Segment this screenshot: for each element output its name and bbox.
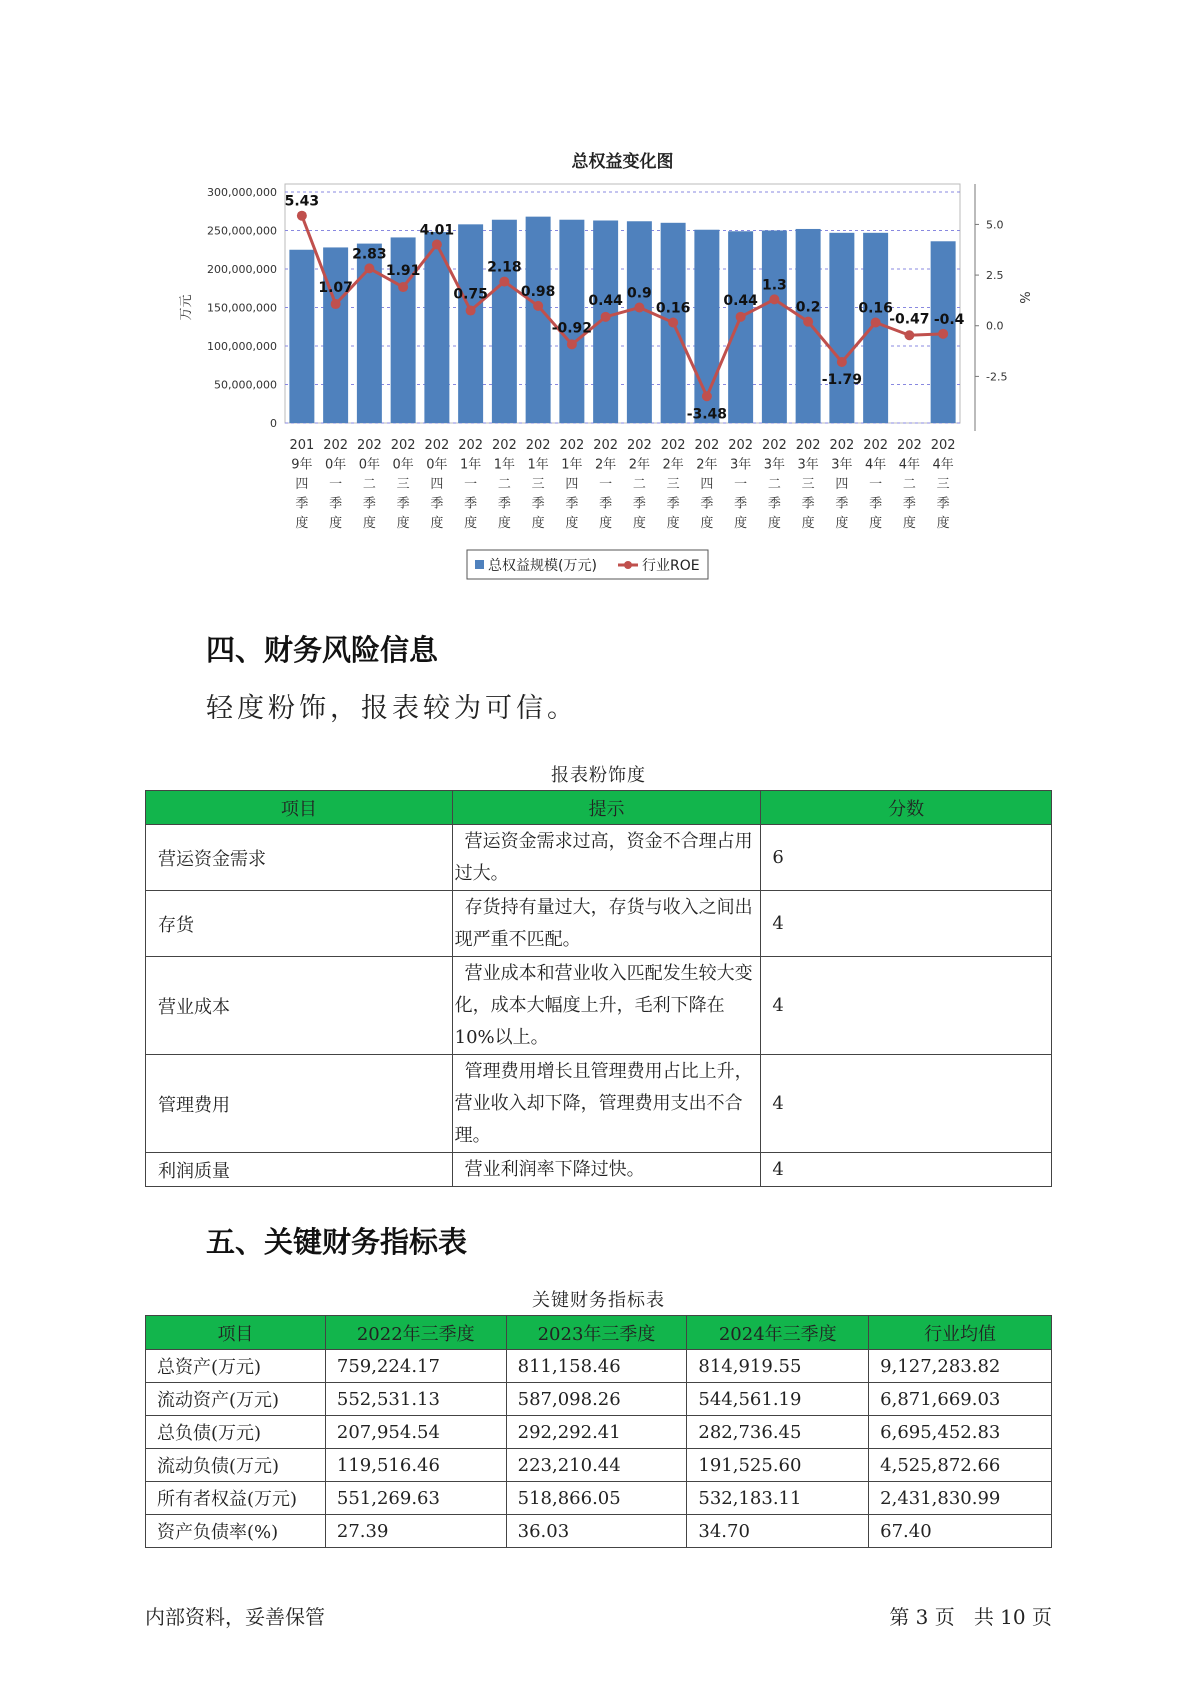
right-tick-label: 0.0	[986, 319, 1004, 333]
right-tick-label: -2.5	[986, 370, 1008, 384]
kpi-value: 27.39	[325, 1515, 506, 1548]
roe-data-label: 4.01	[419, 222, 455, 239]
kpi-value: 207,954.54	[325, 1416, 506, 1449]
roe-data-label: 0.2	[795, 299, 821, 316]
table-row	[146, 1482, 1052, 1515]
roe-point	[567, 339, 577, 349]
risk-hint: 管理费用增长且管理费用占比上升，营业收入却下降，管理费用支出不合理。	[452, 1055, 761, 1153]
x-tick-label: 202 2年四季度	[694, 438, 720, 531]
kpi-label: 总负债(万元)	[146, 1416, 326, 1449]
legend-line-marker	[624, 561, 632, 569]
roe-point	[837, 357, 847, 367]
risk-hint: 营业利润率下降过快。	[452, 1153, 761, 1187]
kpi-value: 191,525.60	[687, 1449, 869, 1482]
equity-bar	[762, 231, 787, 424]
kpi-value: 551,269.63	[325, 1482, 506, 1515]
kpi-header-2024q3: 2024年三季度	[687, 1316, 869, 1350]
kpi-value: 759,224.17	[325, 1350, 506, 1383]
x-tick-label: 202 1年四季度	[559, 438, 585, 531]
table-row	[146, 825, 1052, 891]
roe-data-label: 1.91	[385, 263, 421, 280]
roe-point	[938, 329, 948, 339]
x-tick-label: 202 2年一季度	[593, 438, 619, 531]
x-tick-label: 202 2年三季度	[660, 438, 686, 531]
roe-data-label: 5.43	[284, 193, 320, 210]
equity-bar	[829, 233, 854, 423]
x-tick-label: 202 3年一季度	[728, 438, 754, 531]
roe-data-label: 1.07	[318, 280, 353, 297]
equity-bar	[323, 247, 348, 423]
section4-heading: 四、财务风险信息	[206, 633, 439, 667]
equity-change-chart	[160, 140, 1031, 610]
equity-bar	[728, 231, 753, 423]
x-tick-label: 201 9年四季度	[289, 438, 315, 531]
risk-item: 存货	[146, 891, 453, 957]
y-tick-label: 150,000,000	[207, 301, 277, 315]
kpi-value: 587,098.26	[506, 1383, 687, 1416]
x-tick-label: 202 0年四季度	[424, 438, 450, 531]
roe-point	[634, 303, 644, 313]
kpi-value: 532,183.11	[687, 1482, 869, 1515]
table-row	[146, 1416, 1052, 1449]
kpi-header-2022q3: 2022年三季度	[325, 1316, 506, 1350]
roe-data-label: -1.79	[821, 372, 863, 389]
equity-bar	[627, 221, 652, 423]
kpi-label: 所有者权益(万元)	[146, 1482, 326, 1515]
risk-hint: 营运资金需求过高，资金不合理占用过大。	[452, 825, 761, 891]
roe-data-label: 1.3	[761, 277, 787, 294]
risk-item: 管理费用	[146, 1055, 453, 1153]
risk-score: 4	[761, 1153, 1052, 1187]
kpi-value: 6,871,669.03	[869, 1383, 1052, 1416]
roe-data-label: 2.83	[352, 246, 387, 263]
kpi-table-caption: 关键财务指标表	[532, 1290, 665, 1311]
section5-heading: 五、关键财务指标表	[206, 1225, 468, 1259]
roe-data-label: -0.47	[889, 311, 930, 328]
table-row	[146, 957, 1052, 1055]
x-tick-label: 202 1年二季度	[491, 438, 517, 531]
roe-point	[466, 306, 476, 316]
roe-point	[331, 299, 341, 309]
kpi-label: 总资产(万元)	[146, 1350, 326, 1383]
risk-score: 4	[761, 891, 1052, 957]
kpi-value: 2,431,830.99	[869, 1482, 1052, 1515]
x-tick-label: 202 0年三季度	[390, 438, 416, 531]
roe-point	[904, 330, 914, 340]
kpi-value: 282,736.45	[687, 1416, 869, 1449]
kpi-label: 流动负债(万元)	[146, 1449, 326, 1482]
kpi-value: 292,292.41	[506, 1416, 687, 1449]
equity-bar	[526, 217, 551, 423]
y-tick-label: 100,000,000	[207, 340, 277, 353]
roe-data-label: 0.75	[453, 286, 488, 303]
y-tick-label: 0	[270, 417, 277, 430]
kpi-header-industry-avg: 行业均值	[869, 1316, 1052, 1350]
kpi-value: 811,158.46	[506, 1350, 687, 1383]
kpi-table	[145, 1315, 1052, 1548]
table-row	[146, 1383, 1052, 1416]
kpi-value: 544,561.19	[687, 1383, 869, 1416]
roe-point	[668, 317, 678, 327]
legend-bar-label: 总权益规模(万元)	[488, 558, 597, 574]
y-tick-label: 200,000,000	[207, 263, 277, 276]
risk-header-score: 分数	[761, 791, 1052, 825]
kpi-value: 9,127,283.82	[869, 1350, 1052, 1383]
roe-point	[297, 211, 307, 221]
x-tick-label: 202 4年三季度	[930, 438, 956, 531]
x-tick-label: 202 1年一季度	[458, 438, 484, 531]
x-tick-label: 202 3年四季度	[829, 438, 855, 531]
roe-point	[871, 317, 881, 327]
equity-bar	[289, 250, 314, 423]
kpi-value: 6,695,452.83	[869, 1416, 1052, 1449]
kpi-value: 223,210.44	[506, 1449, 687, 1482]
risk-item: 利润质量	[146, 1153, 453, 1187]
kpi-value: 119,516.46	[325, 1449, 506, 1482]
roe-point	[702, 391, 712, 401]
x-tick-label: 202 0年二季度	[356, 438, 382, 531]
risk-item: 营业成本	[146, 957, 453, 1055]
table-row	[146, 1153, 1052, 1187]
roe-point	[432, 239, 442, 249]
footer-page-number: 第 3 页 共 10 页	[889, 1605, 1052, 1629]
x-tick-label: 202 3年三季度	[795, 438, 821, 531]
kpi-header-item: 项目	[146, 1316, 326, 1350]
kpi-value: 552,531.13	[325, 1383, 506, 1416]
roe-point	[736, 312, 746, 322]
roe-data-label: -0.92	[551, 320, 593, 337]
roe-data-label: 0.98	[520, 283, 556, 300]
right-tick-label: 2.5	[986, 269, 1004, 283]
x-tick-label: 202 4年二季度	[896, 438, 922, 531]
equity-bar	[458, 224, 483, 423]
y-tick-label: 50,000,000	[214, 378, 277, 392]
risk-score: 6	[761, 825, 1052, 891]
kpi-label: 资产负债率(%)	[146, 1515, 326, 1548]
roe-data-label: 0.16	[655, 300, 691, 317]
table-row	[146, 891, 1052, 957]
risk-score: 4	[761, 957, 1052, 1055]
roe-data-label: 2.18	[487, 259, 522, 276]
roe-point	[769, 294, 779, 304]
x-tick-label: 202 2年二季度	[626, 438, 652, 531]
table-row	[146, 1449, 1052, 1482]
legend-bar-swatch	[475, 560, 484, 569]
y-tick-label: 250,000,000	[207, 224, 277, 238]
roe-point	[601, 312, 611, 322]
right-tick-label: 5.0	[986, 218, 1004, 232]
kpi-value: 67.40	[869, 1515, 1052, 1548]
risk-score: 4	[761, 1055, 1052, 1153]
roe-data-label: 0.16	[858, 300, 893, 317]
roe-point	[364, 263, 374, 273]
x-tick-label: 202 0年一季度	[323, 438, 349, 531]
y-tick-label: 300,000,000	[207, 186, 277, 199]
table-row	[146, 1515, 1052, 1548]
x-tick-label: 202 1年三季度	[525, 438, 551, 531]
roe-data-label: 0.9	[626, 285, 652, 302]
chart-title: 总权益变化图	[571, 152, 674, 172]
roe-point	[533, 301, 543, 311]
risk-header-hint: 提示	[452, 791, 761, 825]
kpi-header-2023q3: 2023年三季度	[506, 1316, 687, 1350]
equity-bar	[863, 233, 888, 423]
roe-data-label: 0.44	[723, 292, 758, 309]
kpi-value: 814,919.55	[687, 1350, 869, 1383]
equity-bar	[492, 220, 517, 423]
roe-data-label: -3.48	[686, 406, 728, 423]
roe-point	[398, 282, 408, 292]
risk-table	[145, 790, 1052, 1187]
roe-point	[803, 317, 813, 327]
y-axis-label: 万元	[179, 294, 194, 321]
legend-line-label: 行业ROE	[642, 558, 700, 574]
table-row	[146, 1350, 1052, 1383]
kpi-value: 4,525,872.66	[869, 1449, 1052, 1482]
footer-left: 内部资料，妥善保管	[145, 1605, 325, 1629]
kpi-value: 34.70	[687, 1515, 869, 1548]
x-tick-label: 202 3年二季度	[761, 438, 787, 531]
risk-header-item: 项目	[146, 791, 453, 825]
roe-point	[499, 277, 509, 287]
roe-data-label: -0.4	[933, 311, 965, 328]
x-tick-label: 202 4年一季度	[863, 438, 889, 531]
section4-summary: 轻度粉饰，报表较为可信。	[206, 693, 578, 724]
kpi-label: 流动资产(万元)	[146, 1383, 326, 1416]
table-row	[146, 1055, 1052, 1153]
kpi-value: 36.03	[506, 1515, 687, 1548]
risk-hint: 存货持有量过大，存货与收入之间出现严重不匹配。	[452, 891, 761, 957]
risk-table-caption: 报表粉饰度	[551, 765, 646, 786]
roe-data-label: 0.44	[588, 292, 623, 309]
right-axis-label: %	[1016, 291, 1031, 304]
risk-hint: 营业成本和营业收入匹配发生较大变化，成本大幅度上升，毛利下降在10%以上。	[452, 957, 761, 1055]
risk-item: 营运资金需求	[146, 825, 453, 891]
kpi-value: 518,866.05	[506, 1482, 687, 1515]
